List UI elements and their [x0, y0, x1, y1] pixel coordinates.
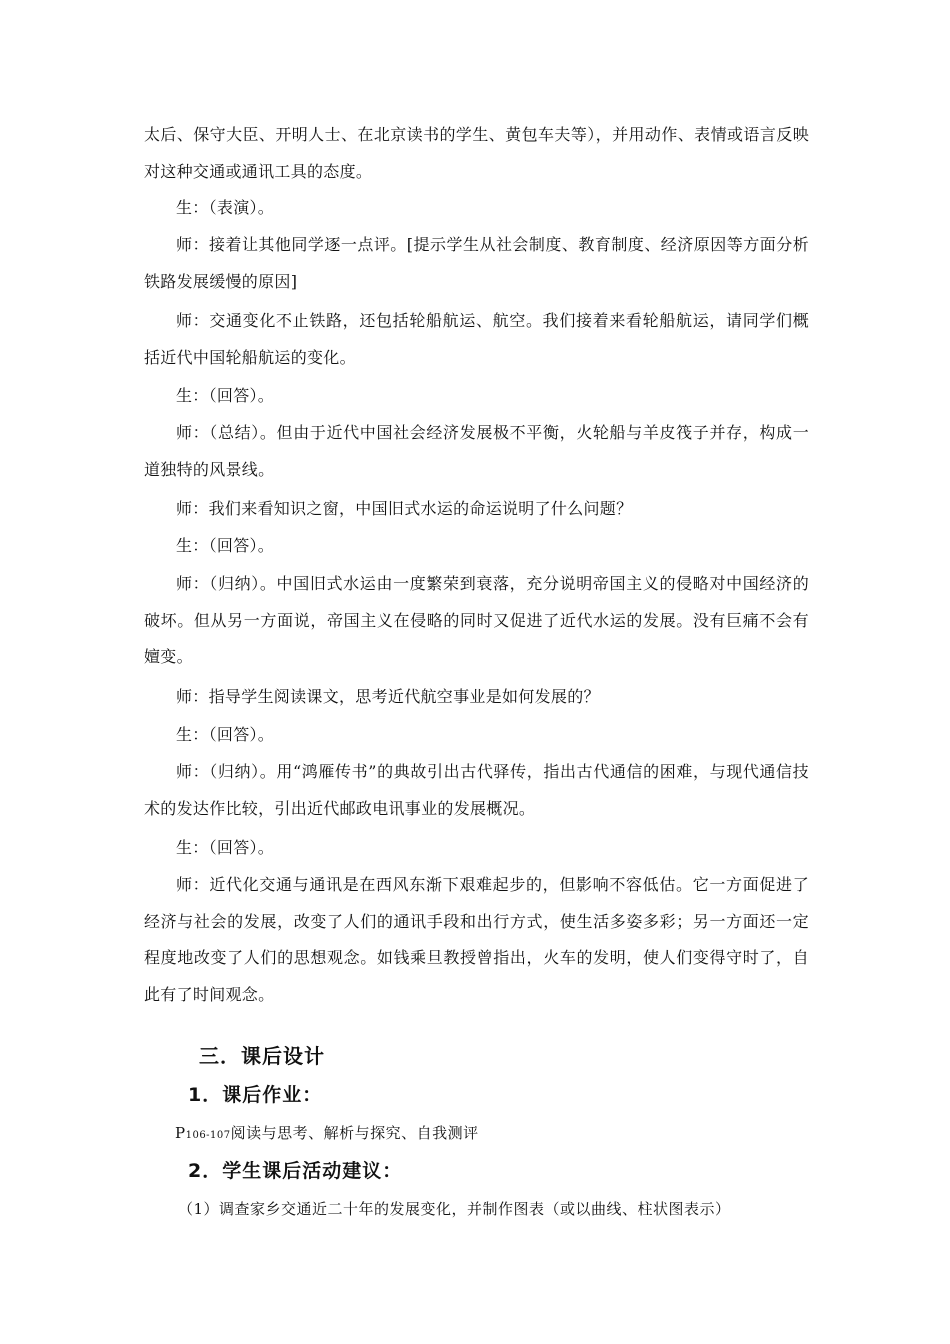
paragraph-teacher-review: 师：接着让其他同学逐一点评。[提示学生从社会制度、教育制度、经济原因等方面分析铁路发展缓慢的原因] — [144, 235, 809, 291]
activity-heading: 2．学生课后活动建议： — [188, 1160, 403, 1182]
paragraph-teacher-aviation: 师：指导学生阅读课文，思考近代航空事业是如何发展的？ — [176, 687, 600, 706]
paragraph-student-perform: 生：（表演）。 — [176, 198, 275, 217]
paragraph-teacher-postal: 师：（归纳）。用“鸿雁传书”的典故引出古代驿传，指出古代通信的困难，与现代通信技术的发达作比较，引出近代邮政电讯事业的发展概况。 — [144, 762, 809, 818]
paragraph-teacher-closing: 师：近代化交通与通讯是在西风东渐下艰难起步的，但影响不容低估。它一方面促进了经济与社会的发展，改变了人们的通讯手段和出行方式，使生活多姿多彩；另一方面还一定程度地改变了人们的思想观念。如钱乘旦教授曾指出，火车的发明，使人们变得守时了，自此有了时间观念。 — [144, 875, 809, 1004]
paragraph-student-answer: 生：（回答）。 — [176, 386, 275, 405]
paragraph-student-answer: 生：（回答）。 — [176, 838, 275, 857]
page-range: 106-107 — [185, 1130, 231, 1141]
paragraph-teacher-window: 师：我们来看知识之窗，中国旧式水运的命运说明了什么问题？ — [176, 499, 633, 518]
paragraph-teacher-conclusion: 师：（归纳）。中国旧式水运由一度繁荣到衰落，充分说明帝国主义的侵略对中国经济的破坏。但从另一方面说，帝国主义在侵略的同时又促进了近代水运的发展。没有巨痛不会有嬗变。 — [144, 574, 809, 666]
activity-item: （1）调查家乡交通近二十年的发展变化，并制作图表（或以曲线、柱状图表示） — [178, 1200, 731, 1218]
homework-text: 阅读与思考、解析与探究、自我测评 — [230, 1124, 479, 1142]
paragraph-teacher-shipping: 师：交通变化不止铁路，还包括轮船航运、航空。我们接着来看轮船航运，请同学们概括近代中国轮船航运的变化。 — [144, 311, 809, 367]
homework-line — [175, 1122, 479, 1143]
section-heading: 三．课后设计 — [199, 1044, 325, 1068]
homework-heading: 1．课后作业： — [188, 1084, 323, 1106]
paragraph-student-answer: 生：（回答）。 — [176, 725, 275, 744]
paragraph-student-answer: 生：（回答）。 — [176, 536, 275, 555]
page-prefix: P — [175, 1124, 186, 1142]
paragraph-continuation: 太后、保守大臣、开明人士、在北京读书的学生、黄包车夫等），并用动作、表情或语言反映对这种交通或通讯工具的态度。 — [144, 125, 809, 181]
paragraph-teacher-summary: 师：（总结）。但由于近代中国社会经济发展极不平衡，火轮船与羊皮筏子并存，构成一道独特的风景线。 — [144, 423, 809, 479]
